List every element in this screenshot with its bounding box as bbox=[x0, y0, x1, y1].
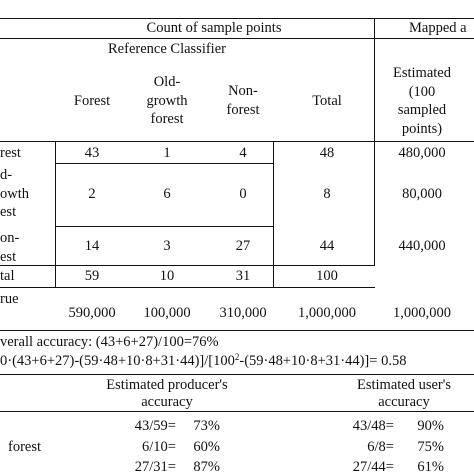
producers-value-3: 87% bbox=[193, 459, 220, 475]
cell-forest-forest: 43 bbox=[84, 145, 100, 161]
rule-under-count-header bbox=[0, 38, 474, 39]
cell-true-forest: 590,000 bbox=[68, 305, 116, 321]
row-label-old-growth: d- owth est bbox=[0, 167, 29, 220]
producers-formula-3: 27/31= bbox=[134, 459, 176, 475]
rule-row-2 bbox=[55, 226, 273, 227]
rule-accuracy-header-bottom bbox=[0, 411, 474, 412]
row-label-true: rue bbox=[0, 291, 19, 307]
cell-total-total: 100 bbox=[316, 268, 338, 284]
cell-non-forest-non-forest: 27 bbox=[235, 238, 251, 254]
mapped-area-header: Mapped a bbox=[409, 20, 467, 36]
cell-forest-old-growth: 1 bbox=[163, 145, 171, 161]
rule-v-mapped bbox=[374, 18, 375, 38]
row-label-forest: rest bbox=[0, 145, 21, 161]
cell-total-non-forest: 31 bbox=[235, 268, 251, 284]
cell-true-total: 1,000,000 bbox=[298, 305, 356, 321]
cell-non-forest-old-growth: 3 bbox=[163, 238, 171, 254]
cell-total-old-growth: 10 bbox=[159, 268, 175, 284]
users-formula-3: 27/44= bbox=[352, 459, 394, 475]
rule-kappa-bottom bbox=[0, 374, 474, 375]
rule-true-bottom bbox=[0, 330, 474, 331]
column-header-estimated: Estimated (100 sampled points) bbox=[393, 65, 451, 137]
row-label-total: tal bbox=[0, 268, 15, 284]
column-header-forest: Forest bbox=[73, 93, 111, 109]
users-formula-2: 6/8= bbox=[367, 439, 394, 455]
producers-accuracy-header: Estimated producer's accuracy bbox=[106, 377, 228, 410]
column-header-non-forest: Non- forest bbox=[226, 83, 260, 118]
kappa-text: $0\cdot(43+6+27)-(59\cdot 48+10\cdot 8+31\cdot 44)]/[100^2-(59\cdot 48+10\cdot 8+31\cdot 44)]= 0.58$ bbox=[0, 352, 407, 369]
count-of-sample-points-header: Count of sample points bbox=[146, 20, 282, 36]
overall-accuracy-text: verall accuracy: (43+6+27)/100=76% bbox=[0, 334, 219, 350]
users-value-2: 75% bbox=[417, 439, 444, 455]
producers-value-1: 73% bbox=[193, 418, 220, 434]
cell-true-old-growth: 100,000 bbox=[143, 305, 191, 321]
column-header-old-growth: Old- growth forest bbox=[146, 74, 188, 127]
cell-non-forest-forest: 14 bbox=[84, 238, 100, 254]
cell-old-growth-total: 8 bbox=[323, 186, 331, 202]
rule-v-matrix-left bbox=[55, 141, 56, 287]
bottom-row-label-forest: forest bbox=[8, 439, 42, 455]
exponent: 2 bbox=[234, 352, 240, 362]
cell-total-forest: 59 bbox=[84, 268, 100, 284]
users-value-1: 90% bbox=[417, 418, 444, 434]
cell-old-growth-old-growth: 6 bbox=[163, 186, 171, 202]
users-value-3: 61% bbox=[417, 459, 444, 475]
users-accuracy-header: Estimated user's accuracy bbox=[356, 377, 452, 410]
cell-true-estimated: 1,000,000 bbox=[393, 305, 451, 321]
reference-classifier-header: Reference Classifier bbox=[108, 41, 226, 57]
cell-old-growth-forest: 2 bbox=[88, 186, 96, 202]
producers-formula-2: 6/10= bbox=[142, 439, 176, 455]
rule-row-1 bbox=[55, 163, 273, 164]
rule-under-column-headers bbox=[0, 141, 474, 142]
cell-old-growth-non-forest: 0 bbox=[239, 186, 247, 202]
cell-forest-total: 48 bbox=[319, 145, 335, 161]
cell-forest-non-forest: 4 bbox=[239, 145, 247, 161]
row-label-non-forest: on- est bbox=[0, 230, 20, 265]
cell-non-forest-total: 44 bbox=[319, 238, 335, 254]
users-formula-1: 43/48= bbox=[352, 418, 394, 434]
cell-non-forest-estimated: 440,000 bbox=[398, 238, 446, 254]
cell-old-growth-estimated: 80,000 bbox=[402, 186, 442, 202]
cell-true-non-forest: 310,000 bbox=[219, 305, 267, 321]
rule-v-estimated bbox=[374, 38, 375, 265]
cell-forest-estimated: 480,000 bbox=[398, 145, 446, 161]
rule-total-bottom bbox=[0, 287, 375, 288]
producers-formula-1: 43/59= bbox=[134, 418, 176, 434]
producers-value-2: 60% bbox=[193, 439, 220, 455]
column-header-total: Total bbox=[312, 93, 342, 109]
rule-v-matrix-right bbox=[273, 141, 274, 287]
